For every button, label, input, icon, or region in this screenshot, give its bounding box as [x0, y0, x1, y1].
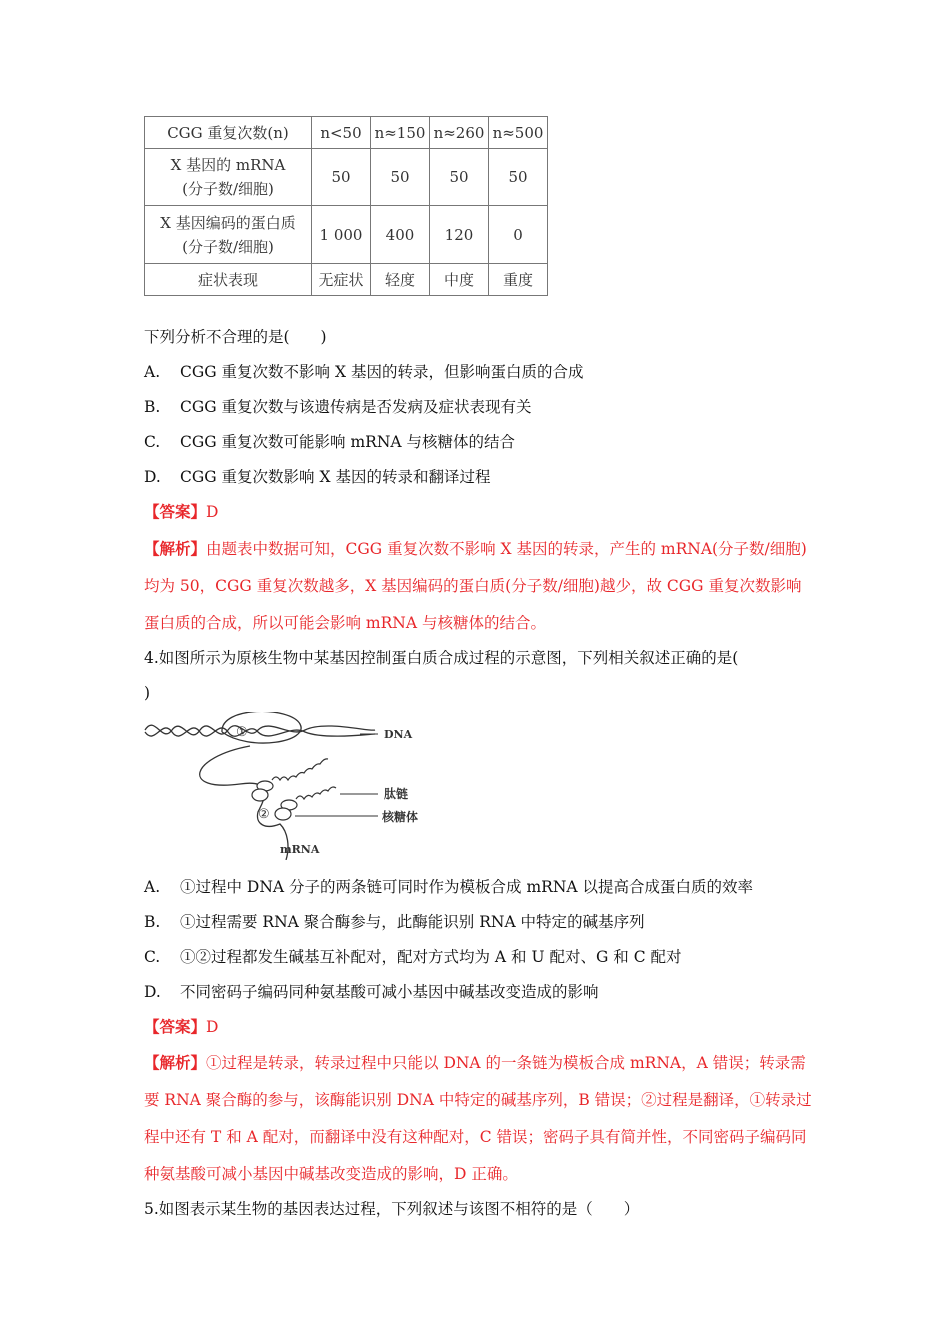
table-cell: 400 — [371, 206, 430, 264]
option-text: CGG 重复次数不影响 X 基因的转录，但影响蛋白质的合成 — [180, 363, 584, 381]
row-label-line: (分子数/细胞) — [182, 237, 274, 256]
answer-value: D — [206, 503, 219, 521]
table-header-cell: n≈150 — [371, 117, 430, 149]
peptide-chain — [272, 759, 328, 780]
table-cell: 中度 — [430, 264, 489, 296]
option-text: ①②过程都发生碱基互补配对，配对方式均为 A 和 U 配对、G 和 C 配对 — [180, 948, 682, 966]
row-label-line: X 基因编码的蛋白质 — [160, 213, 296, 232]
analysis-label: 【解析】 — [144, 539, 207, 558]
q3-option-b — [144, 397, 532, 417]
q3-option-c — [144, 432, 515, 452]
analysis-text: 由题表中数据可知，CGG 重复次数不影响 X 基因的转录，产生的 mRNA(分子数/细胞)均为 50，CGG 重复次数越多，X 基因编码的蛋白质(分子数/细胞)越少，故 CGG 重复次数影响蛋白质的合成，所以可能会影响 mRNA 与核糖体的结合。 — [144, 540, 807, 632]
dna-strand — [145, 728, 375, 736]
analysis-text: ①过程是转录，转录过程中只能以 DNA 的一条链为模板合成 mRNA，A 错误；转录需要 RNA 聚合酶的参与，该酶能识别 DNA 中特定的碱基序列，B 错误；②过程是翻译，①转录过程中还有 T 和 A 配对，而翻译中没有这种配对，C 错误；密码子具有简并性，不同密码子编码同种氨基酸可减小基因中碱基改变造成的影响，D 正确。 — [144, 1054, 812, 1183]
answer-value: D — [206, 1018, 219, 1036]
q4-stem-line2: ) — [144, 684, 151, 702]
q4-analysis — [144, 1044, 812, 1193]
cgg-data-table — [144, 116, 548, 296]
q4-answer — [144, 1017, 218, 1037]
table-row — [145, 206, 548, 264]
table-row — [145, 264, 548, 296]
option-text: ①过程中 DNA 分子的两条链可同时作为模板合成 mRNA 以提高合成蛋白质的效率 — [180, 878, 754, 896]
option-letter: C. — [144, 948, 161, 966]
table-row-label: 症状表现 — [145, 264, 312, 296]
table-header-cell: CGG 重复次数(n) — [145, 117, 312, 149]
q4-option-c — [144, 947, 682, 967]
peptide-label: 肽链 — [384, 787, 409, 801]
mrna-strand — [200, 746, 288, 860]
row-label-line: X 基因的 mRNA — [170, 156, 286, 174]
option-letter: A. — [144, 878, 161, 896]
table-cell: 50 — [312, 149, 371, 206]
table-cell: 无症状 — [312, 264, 371, 296]
q3-stem: 下列分析不合理的是( ) — [144, 328, 327, 346]
table-cell: 50 — [489, 149, 548, 206]
answer-label: 【答案】 — [144, 1017, 207, 1036]
mrna-label: mRNA — [280, 843, 320, 856]
table-cell: 50 — [430, 149, 489, 206]
table-cell: 重度 — [489, 264, 548, 296]
option-text: CGG 重复次数影响 X 基因的转录和翻译过程 — [180, 468, 491, 486]
answer-label: 【答案】 — [144, 502, 207, 521]
table-header-cell: n<50 — [312, 117, 371, 149]
ribosome — [252, 789, 268, 801]
option-letter: B. — [144, 398, 161, 416]
ribosome — [275, 808, 291, 820]
table-row — [145, 149, 548, 206]
option-letter: D. — [144, 468, 161, 486]
q4-option-d — [144, 982, 599, 1002]
process-2-label: ② — [258, 807, 270, 822]
table-row-label — [145, 149, 312, 206]
q3-option-d — [144, 467, 490, 487]
table-cell: 0 — [489, 206, 548, 264]
table-cell: 120 — [430, 206, 489, 264]
option-text: ①过程需要 RNA 聚合酶参与，此酶能识别 RNA 中特定的碱基序列 — [180, 913, 645, 931]
q4-option-b — [144, 912, 645, 932]
table-header-cell: n≈260 — [430, 117, 489, 149]
table-cell: 轻度 — [371, 264, 430, 296]
option-letter: B. — [144, 913, 161, 931]
dna-label: DNA — [384, 728, 413, 741]
table-header-cell: n≈500 — [489, 117, 548, 149]
q3-analysis — [144, 530, 812, 642]
process-1-label: ① — [236, 725, 248, 740]
option-text: CGG 重复次数与该遗传病是否发病及症状表现有关 — [180, 398, 532, 416]
q3-answer — [144, 502, 218, 522]
option-letter: C. — [144, 433, 161, 451]
analysis-label: 【解析】 — [144, 1053, 207, 1072]
table-cell: 1 000 — [312, 206, 371, 264]
row-label-line: (分子数/细胞) — [182, 180, 274, 198]
option-text: 不同密码子编码同种氨基酸可减小基因中碱基改变造成的影响 — [180, 983, 599, 1001]
option-letter: A. — [144, 363, 161, 381]
peptide-chain — [296, 787, 336, 799]
option-text: CGG 重复次数可能影响 mRNA 与核糖体的结合 — [180, 433, 516, 451]
gene-expression-figure — [140, 712, 440, 860]
q5-stem: 5.如图表示某生物的基因表达过程，下列叙述与该图不相符的是（ ） — [144, 1200, 640, 1218]
option-letter: D. — [144, 983, 161, 1001]
q4-stem-line1: 4.如图所示为原核生物中某基因控制蛋白质合成过程的示意图，下列相关叙述正确的是( — [144, 649, 739, 667]
q3-option-a — [144, 362, 583, 382]
table-cell: 50 — [371, 149, 430, 206]
q4-option-a — [144, 877, 753, 897]
ribosome-label: 核糖体 — [382, 810, 419, 824]
table-row-label — [145, 206, 312, 264]
table-header-row — [145, 117, 548, 149]
